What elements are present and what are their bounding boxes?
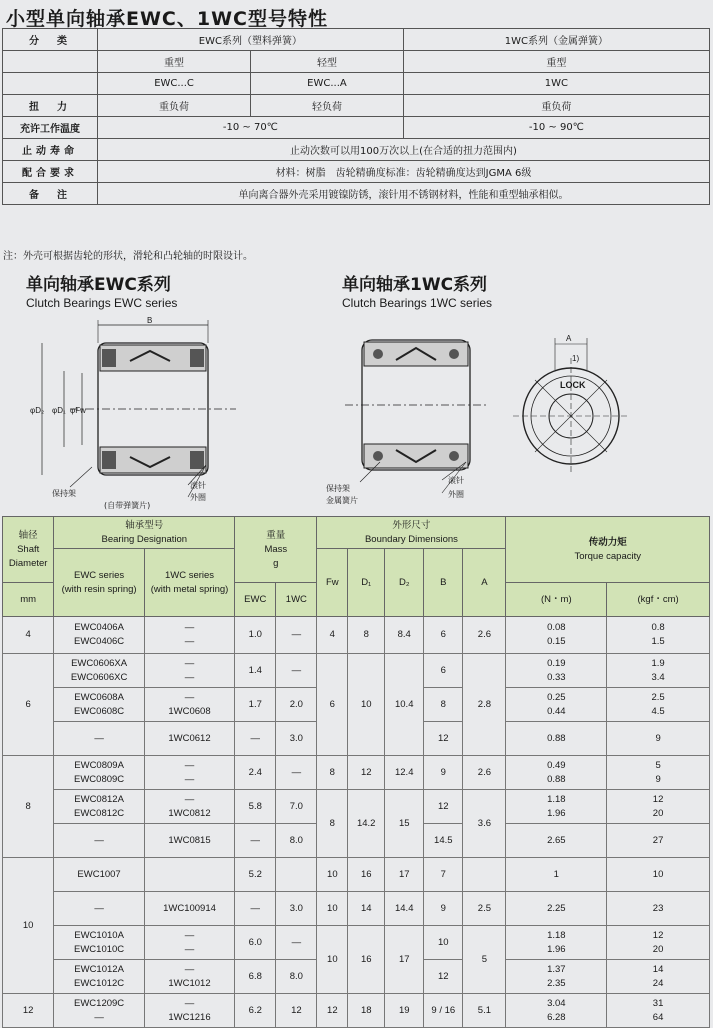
fw-cell: 8: [317, 790, 348, 858]
d2-cell: 19: [385, 994, 424, 1028]
b-header: B: [424, 549, 463, 617]
d2-cell: 10.4: [385, 654, 424, 756]
torque-label: 扭 力: [3, 95, 98, 117]
wc-model-cell: — —: [144, 654, 234, 688]
fw-cell: 12: [317, 994, 348, 1028]
ewc-model-cell: EWC0608A EWC0608C: [54, 688, 144, 722]
shaft-cell: 10: [3, 858, 54, 994]
ewc-section-title: 单向轴承EWC系列: [26, 275, 171, 295]
d1-cell: 10: [348, 654, 385, 756]
torque-nm-cell: 0.49 0.88: [506, 756, 607, 790]
label-metal-spring: 金属簧片: [326, 496, 358, 505]
mass-1wc-cell: 8.0: [276, 824, 317, 858]
torque-nm-cell: 3.04 6.28: [506, 994, 607, 1028]
torque-nm-cell: 2.65: [506, 824, 607, 858]
d1-cell: 16: [348, 858, 385, 892]
torque-kgf-cell: 0.8 1.5: [607, 617, 710, 654]
d2-cell: 17: [385, 926, 424, 994]
b-cell: 9: [424, 892, 463, 926]
ewc-model-cell: EWC0406A EWC0406C: [54, 617, 144, 654]
d2-cell: 12.4: [385, 756, 424, 790]
boundary-header: 外形尺寸 Boundary Dimensions: [317, 517, 506, 549]
label-needle: 滚针: [190, 481, 206, 490]
heavy-type: 重型: [98, 51, 251, 73]
ewc-model-cell: EWC1010A EWC1010C: [54, 926, 144, 960]
wc-model-cell: — 1WC0608: [144, 688, 234, 722]
fw-cell: 10: [317, 926, 348, 994]
a-cell: 2.6: [463, 617, 506, 654]
mass-ewc-cell: 1.4: [235, 654, 276, 688]
mass-1wc-cell: [276, 858, 317, 892]
b-cell: 10: [424, 926, 463, 960]
fw-cell: 10: [317, 858, 348, 892]
label-d1: φD₁: [52, 406, 66, 415]
wc-section-title: 单向轴承1WC系列: [342, 275, 488, 295]
shaft-cell: 8: [3, 756, 54, 858]
table-row: [3, 617, 710, 654]
wc-model-cell: — 1WC1216: [144, 994, 234, 1028]
ewc-series-cell: EWC系列（塑料弹簧）: [98, 29, 404, 51]
mass-ewc-cell: —: [235, 824, 276, 858]
note: 注：外壳可根据齿轮的形状，滑轮和凸轮轴的时限设计。: [3, 251, 253, 262]
b-cell: 7: [424, 858, 463, 892]
table-row: [3, 994, 710, 1028]
temp-ewc: -10 ~ 70℃: [98, 117, 404, 139]
mass-ewc-cell: 2.4: [235, 756, 276, 790]
d1-cell: 14.2: [348, 790, 385, 858]
mass-ewc-cell: —: [235, 892, 276, 926]
light-load: 轻负荷: [251, 95, 404, 117]
torque-kgf-cell: 23: [607, 892, 710, 926]
ewc-model-cell: EWC0809A EWC0809C: [54, 756, 144, 790]
shaft-cell: 4: [3, 617, 54, 654]
torque-kgf-cell: 1.9 3.4: [607, 654, 710, 688]
heavy-type-1wc: 重型: [403, 51, 709, 73]
a-header: A: [463, 549, 506, 617]
torque-kgf-cell: 2.5 4.5: [607, 688, 710, 722]
mass-ewc-cell: 6.8: [235, 960, 276, 994]
wc-model-cell: 1WC100914: [144, 892, 234, 926]
d1-cell: 18: [348, 994, 385, 1028]
torque-kgf-cell: 12 20: [607, 926, 710, 960]
ewc-model-cell: —: [54, 824, 144, 858]
a-cell: [463, 858, 506, 892]
b-cell: 8: [424, 688, 463, 722]
mass-ewc-header: EWC: [235, 583, 276, 617]
ewc-model-cell: EWC1007: [54, 858, 144, 892]
mass-ewc-cell: —: [235, 722, 276, 756]
mass-1wc-cell: —: [276, 756, 317, 790]
wc-model-cell: — —: [144, 926, 234, 960]
mass-ewc-cell: 1.0: [235, 617, 276, 654]
d2-cell: 14.4: [385, 892, 424, 926]
torque-nm-cell: 0.19 0.33: [506, 654, 607, 688]
torque-nm-cell: 0.88: [506, 722, 607, 756]
model-ewc-a: EWC...A: [251, 73, 404, 95]
heavy-load: 重负荷: [98, 95, 251, 117]
d2-header: D₂: [385, 549, 424, 617]
torque-kgf-cell: 14 24: [607, 960, 710, 994]
label-fw: φFw: [70, 406, 86, 415]
match-value: 材料：树脂 齿轮精确度标准：齿轮精确度达到JGMA 6级: [98, 161, 710, 183]
label-lock: LOCK: [560, 380, 586, 390]
fw-header: Fw: [317, 549, 348, 617]
wc-series-cell: 1WC系列（金属弹簧）: [403, 29, 709, 51]
a-cell: 5.1: [463, 994, 506, 1028]
torque-kgf-cell: 5 9: [607, 756, 710, 790]
shaft-cell: 6: [3, 654, 54, 756]
ewc-model-cell: —: [54, 722, 144, 756]
wc-section-subtitle: Clutch Bearings 1WC series: [342, 296, 493, 310]
d2-cell: 8.4: [385, 617, 424, 654]
d1-cell: 8: [348, 617, 385, 654]
torque-nm-cell: 1: [506, 858, 607, 892]
torque-nm-cell: 1.18 1.96: [506, 790, 607, 824]
remark-label: 备 注: [3, 183, 98, 205]
mass-1wc-cell: 8.0: [276, 960, 317, 994]
shaft-cell: 12: [3, 994, 54, 1028]
ewc-model-cell: EWC1012A EWC1012C: [54, 960, 144, 994]
b-cell: 9: [424, 756, 463, 790]
bearing-spec-table: [2, 516, 710, 1028]
shaft-header: 轴径 Shaft Diameter: [3, 517, 54, 583]
a-cell: 2.6: [463, 756, 506, 790]
torque-header: 传动力矩 Torque capacity: [506, 517, 710, 583]
mass-1wc-cell: —: [276, 926, 317, 960]
remark-value: 单向离合器外壳采用镀镍防锈，滚针用不锈钢材料，性能和重型轴承相似。: [98, 183, 710, 205]
lock-end-view-diagram: [505, 330, 635, 480]
torque-nm-cell: 1.37 2.35: [506, 960, 607, 994]
match-label: 配合要求: [3, 161, 98, 183]
table-row: [3, 756, 710, 790]
ewc-series-header: EWC series (with resin spring): [54, 549, 144, 617]
fw-cell: 8: [317, 756, 348, 790]
wc-model-cell: 1WC0815: [144, 824, 234, 858]
mass-1wc-cell: —: [276, 617, 317, 654]
ewc-model-cell: EWC0606XA EWC0606XC: [54, 654, 144, 688]
model-1wc: 1WC: [403, 73, 709, 95]
torque-kgf-cell: 12 20: [607, 790, 710, 824]
b-cell: 12: [424, 722, 463, 756]
wc-series-header: 1WC series (with metal spring): [144, 549, 234, 617]
temp-1wc: -10 ~ 90℃: [403, 117, 709, 139]
fw-cell: 10: [317, 892, 348, 926]
ewc-model-cell: EWC0812A EWC0812C: [54, 790, 144, 824]
life-label: 止动寿命: [3, 139, 98, 161]
mass-ewc-cell: 5.2: [235, 858, 276, 892]
unit-nm-header: (N・m): [506, 583, 607, 617]
d1-cell: 14: [348, 892, 385, 926]
mass-1wc-header: 1WC: [276, 583, 317, 617]
label-outer2: 外圈: [448, 490, 464, 499]
torque-nm-cell: 0.08 0.15: [506, 617, 607, 654]
table-row: [3, 892, 710, 926]
d1-cell: 12: [348, 756, 385, 790]
designation-header: 轴承型号 Bearing Designation: [54, 517, 235, 549]
b-cell: 12: [424, 960, 463, 994]
mass-ewc-cell: 1.7: [235, 688, 276, 722]
label-cage: 保持架: [52, 489, 76, 498]
mass-1wc-cell: 2.0: [276, 688, 317, 722]
wc-model-cell: — —: [144, 756, 234, 790]
torque-nm-cell: 2.25: [506, 892, 607, 926]
wc-bearing-diagram: [330, 330, 500, 510]
torque-kgf-cell: 9: [607, 722, 710, 756]
label-spring: (自带弹簧片): [104, 501, 151, 510]
d2-cell: 15: [385, 790, 424, 858]
label-needle2: 滚针: [448, 476, 464, 485]
mass-1wc-cell: 7.0: [276, 790, 317, 824]
mass-header: 重量 Mass g: [235, 517, 317, 583]
mass-1wc-cell: —: [276, 654, 317, 688]
unit-kgf-header: (kgf・cm): [607, 583, 710, 617]
spec-table: [2, 28, 710, 205]
life-value: 止动次数可以用100万次以上(在合适的扭力范围内): [98, 139, 710, 161]
wc-model-cell: — —: [144, 617, 234, 654]
label-b: B: [147, 316, 153, 325]
ewc-model-cell: —: [54, 892, 144, 926]
label-cage2: 保持架: [326, 484, 350, 493]
b-cell: 6: [424, 617, 463, 654]
table-row: [3, 858, 710, 892]
page-title: 小型单向轴承EWC、1WC型号特性: [6, 8, 329, 30]
a-cell: 2.5: [463, 892, 506, 926]
label-a: A: [566, 334, 572, 343]
mass-1wc-cell: 3.0: [276, 892, 317, 926]
model-ewc-c: EWC...C: [98, 73, 251, 95]
torque-kgf-cell: 31 64: [607, 994, 710, 1028]
light-type: 轻型: [251, 51, 404, 73]
label-outer: 外圈: [190, 493, 206, 502]
torque-nm-cell: 0.25 0.44: [506, 688, 607, 722]
mass-ewc-cell: 6.2: [235, 994, 276, 1028]
d1-header: D₁: [348, 549, 385, 617]
table-row: [3, 926, 710, 960]
b-cell: 14.5: [424, 824, 463, 858]
wc-model-cell: — 1WC0812: [144, 790, 234, 824]
wc-model-cell: — 1WC1012: [144, 960, 234, 994]
label-one: 1): [572, 354, 580, 363]
ewc-model-cell: EWC1209C —: [54, 994, 144, 1028]
temp-label: 充许工作温度: [3, 117, 98, 139]
category-label: 分 类: [3, 29, 98, 51]
wc-model-cell: 1WC0612: [144, 722, 234, 756]
torque-kgf-cell: 10: [607, 858, 710, 892]
torque-nm-cell: 1.18 1.96: [506, 926, 607, 960]
wc-model-cell: [144, 858, 234, 892]
d1-cell: 16: [348, 926, 385, 994]
torque-kgf-cell: 27: [607, 824, 710, 858]
mass-1wc-cell: 12: [276, 994, 317, 1028]
fw-cell: 6: [317, 654, 348, 756]
mm-header: mm: [3, 583, 54, 617]
b-cell: 9 / 16: [424, 994, 463, 1028]
table-row: [3, 790, 710, 824]
heavy-load-1wc: 重负荷: [403, 95, 709, 117]
mass-ewc-cell: 6.0: [235, 926, 276, 960]
ewc-section-subtitle: Clutch Bearings EWC series: [26, 296, 178, 310]
table-row: [3, 654, 710, 688]
b-cell: 6: [424, 654, 463, 688]
a-cell: 3.6: [463, 790, 506, 858]
a-cell: 5: [463, 926, 506, 994]
mass-ewc-cell: 5.8: [235, 790, 276, 824]
fw-cell: 4: [317, 617, 348, 654]
label-d2: φD₂: [30, 406, 45, 415]
a-cell: 2.8: [463, 654, 506, 756]
d2-cell: 17: [385, 858, 424, 892]
mass-1wc-cell: 3.0: [276, 722, 317, 756]
b-cell: 12: [424, 790, 463, 824]
